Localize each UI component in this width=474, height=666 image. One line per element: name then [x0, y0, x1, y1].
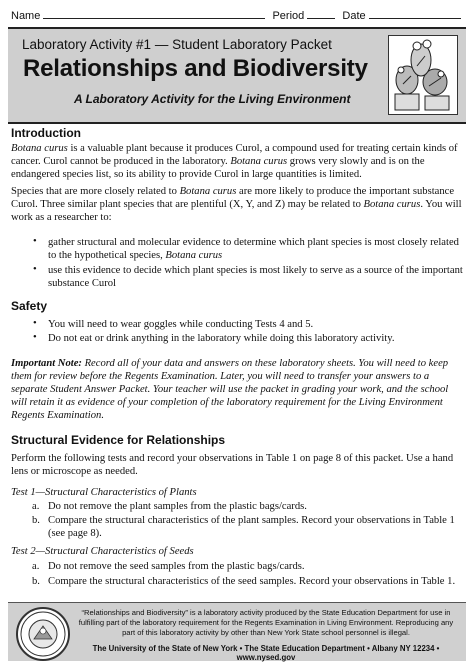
potted-plants-icon: [389, 36, 457, 114]
bullet-icon: •: [33, 332, 37, 343]
intro-paragraph-1: [11, 142, 466, 181]
step-label: b.: [32, 515, 40, 526]
bullet-icon: •: [33, 264, 37, 275]
period-label: Period: [272, 10, 305, 22]
intro-text: . You will work as a researcher to:: [11, 199, 462, 223]
period-field[interactable]: [307, 8, 335, 19]
seal-graphic: [18, 609, 68, 659]
important-note-text: Record all of your data and answers on these laboratory sheets. You will need to keep them for review before the Regents Examination. Later, you will need to transfer your answers to a separate Student Answer Packet. Your teacher will use the packet in grading your work, and the school will retain it as evidence of your completion of the laboratory requirement for the Living Environment Regents Examination.: [11, 358, 449, 421]
safety-bullet-2: Do not eat or drink anything in the laboratory while doing this laboratory activity.: [48, 333, 395, 344]
intro-text: is a valuable plant because it produces Curol, a compound used for treating certain kinds of cancer. Curol cannot be produced in the laboratory.: [11, 143, 458, 167]
intro-text: grows very slowly and is on the endangered species list, so its ability to provide Curol in large quantities is limited.: [11, 156, 425, 180]
date-label: Date: [342, 10, 366, 22]
test2-step-a: Do not remove the seed samples from the plastic bags/cards.: [48, 561, 305, 572]
safety-heading: Safety: [11, 299, 48, 313]
name-label: Name: [11, 10, 41, 22]
test1-step-a: Do not remove the plant samples from the plastic bags/cards.: [48, 501, 307, 512]
date-field[interactable]: [369, 8, 461, 19]
species-name: Botana curus: [179, 186, 237, 197]
test2-step-b: Compare the structural characteristics of the seed samples. Record your observations in Table 1.: [48, 576, 456, 587]
important-note-label: Important Note:: [11, 358, 82, 369]
safety-bullet-1: You will need to wear goggles while conducting Tests 4 and 5.: [48, 319, 314, 330]
bullet-text: gather structural and molecular evidence to determine which plant species is most closely related to the hypothetical species,: [48, 237, 459, 261]
footer: [8, 602, 466, 661]
page-title: Relationships and Biodiversity: [23, 55, 368, 82]
header-subtitle: Laboratory Activity #1 — Student Laboratory Packet: [22, 37, 332, 52]
species-name: Botana curus: [165, 250, 223, 261]
structural-intro: Perform the following tests and record your observations in Table 1 on page 8 of this packet. Use a hand lens or microscope as needed.: [11, 453, 454, 477]
species-name: Botana curus: [11, 143, 68, 154]
test1-step-b: Compare the structural characteristics of the plant samples. Record your observations in Table 1 (see page 8).: [48, 515, 455, 539]
species-name: Botana curus: [363, 199, 421, 210]
intro-paragraph-2: [11, 185, 466, 224]
intro-bullet-2: use this evidence to decide which plant species is most likely to serve as a source of the important substance Curol: [48, 265, 463, 289]
student-info-line: [11, 8, 464, 24]
intro-text: Species that are more closely related to: [11, 186, 180, 197]
species-name: Botana curus: [230, 156, 288, 167]
name-field[interactable]: [43, 8, 265, 19]
test1-title: Test 1—Structural Characteristics of Plants: [11, 487, 197, 498]
footer-address: The University of the State of New York • The State Education Department • Albany NY 12234 • www.nysed.gov: [92, 644, 440, 662]
packet-header: [8, 27, 466, 124]
introduction-heading: Introduction: [11, 126, 81, 140]
step-label: a.: [32, 501, 40, 512]
important-note: [11, 357, 466, 422]
structural-evidence-heading: Structural Evidence for Relationships: [11, 433, 226, 447]
plant-illustration: [388, 35, 458, 115]
state-seal-icon: [16, 607, 70, 661]
step-label: a.: [32, 561, 40, 572]
step-label: b.: [32, 576, 40, 587]
header-tagline: A Laboratory Activity for the Living Environment: [74, 92, 351, 106]
intro-text: are more likely to produce the important substance Curol. Three similar plant species that are plentiful (X, Y, and Z) may be related to: [11, 186, 455, 210]
footer-notice: “Relationships and Biodiversity” is a laboratory activity produced by the State Education Department for use in fulfilling part of the laboratory requirement for the Regents Examination in Living Environment. Reproducing any part of this laboratory activity by other than New York State school personnel is illegal.: [78, 608, 454, 637]
intro-bullet-1: [48, 236, 466, 262]
test2-title: Test 2—Structural Characteristics of Seeds: [11, 546, 194, 557]
bullet-icon: •: [33, 318, 37, 329]
bullet-icon: •: [33, 236, 37, 247]
